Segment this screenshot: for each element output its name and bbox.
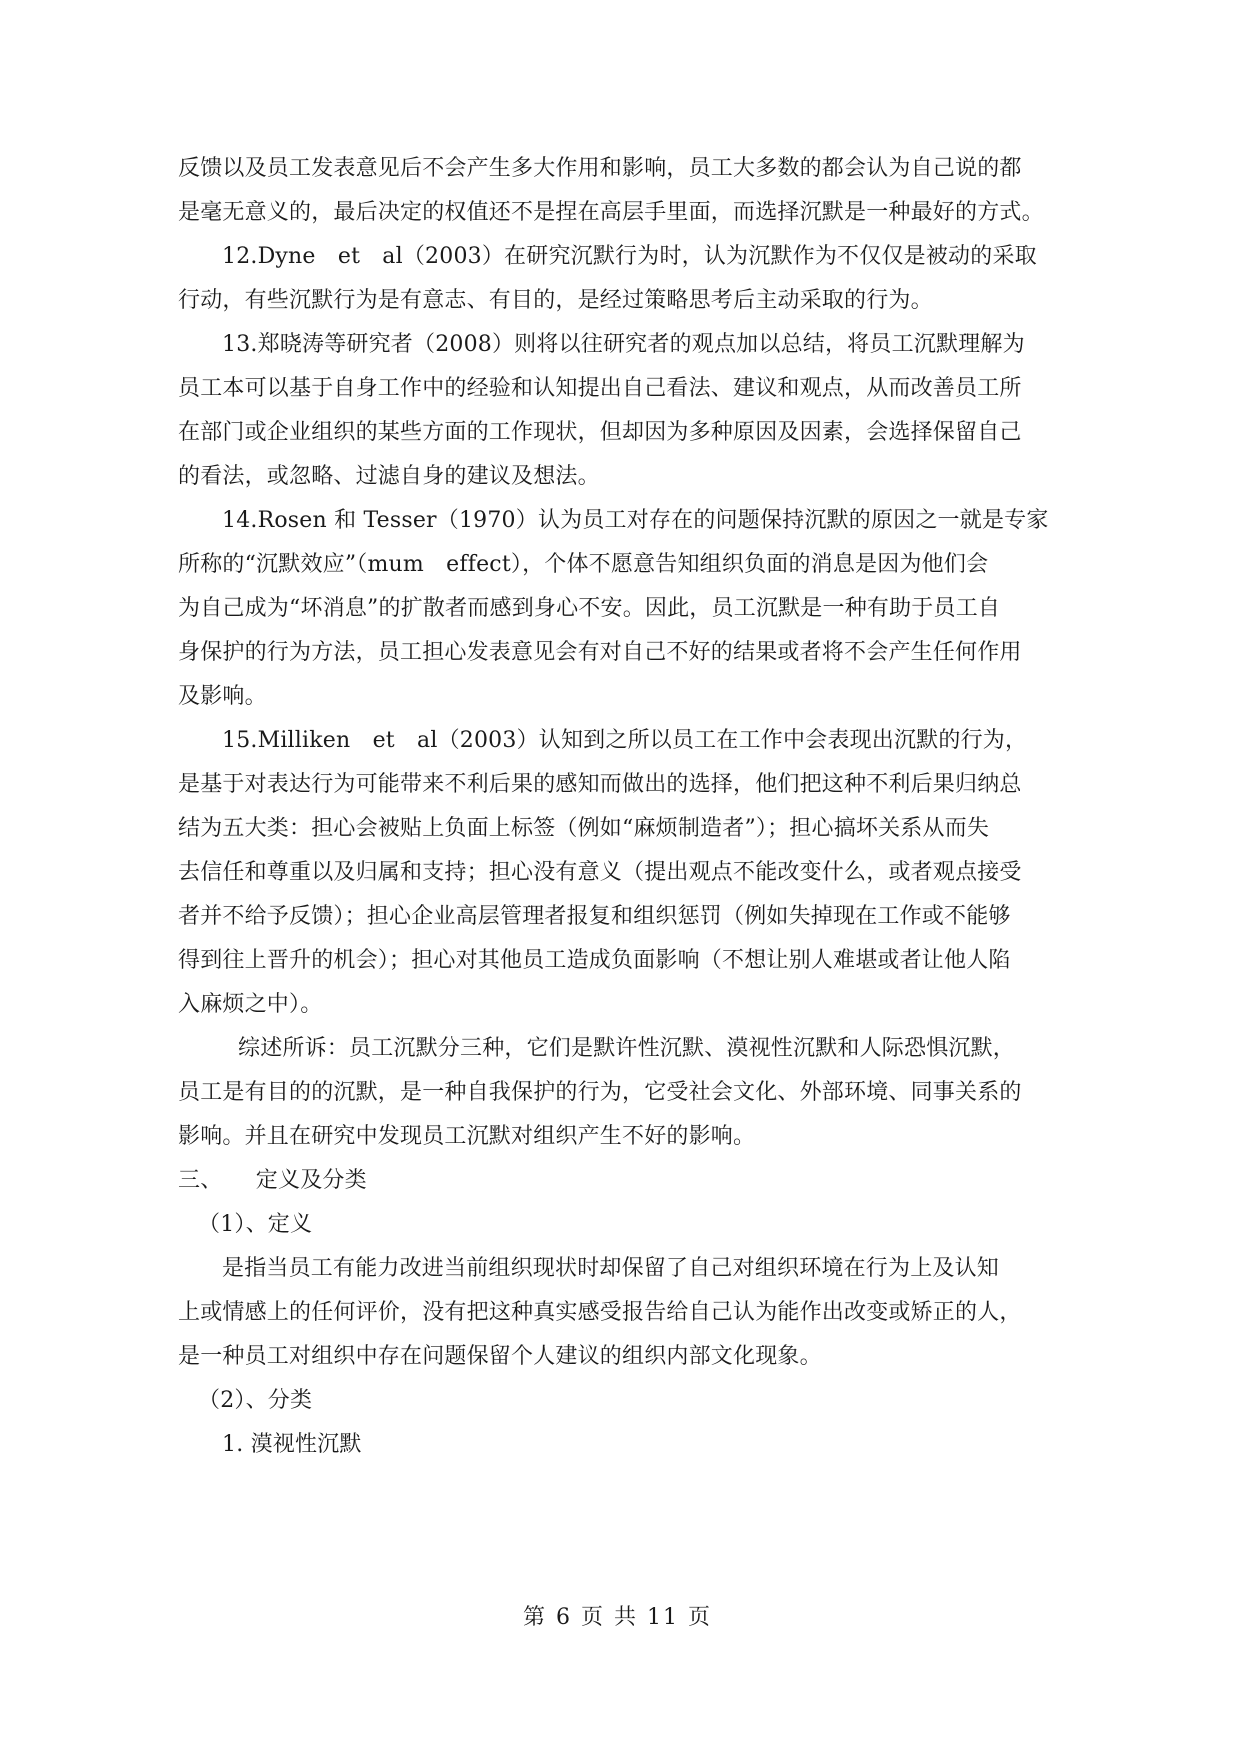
text-line: 及影响。 <box>178 684 267 709</box>
text-line: 为自己成为“坏消息”的扩散者而感到身心不安。因此，员工沉默是一种有助于员工自 <box>178 596 1001 621</box>
paragraph-item-13 <box>178 328 1108 504</box>
text-line: 入麻烦之中）。 <box>178 992 323 1017</box>
text-line: 的看法，或忽略、过滤自身的建议及想法。 <box>178 464 600 489</box>
text-line: 是一种员工对组织中存在问题保留个人建议的组织内部文化现象。 <box>178 1344 822 1369</box>
text-line: 在部门或企业组织的某些方面的工作现状，但却因为多种原因及因素，会选择保留自己 <box>178 420 1022 445</box>
text-line: 是毫无意义的，最后决定的权值还不是捏在高层手里面，而选择沉默是一种最好的方式。 <box>178 200 1044 225</box>
text-line: 上或情感上的任何评价，没有把这种真实感受报告给自己认为能作出改变或矫正的人， <box>178 1300 1022 1325</box>
text-line: 身保护的行为方法，员工担心发表意见会有对自己不好的结果或者将不会产生任何作用 <box>178 640 1022 665</box>
text-line: 13.郑晓涛等研究者（2008）则将以往研究者的观点加以总结，将员工沉默理解为 <box>222 332 1025 357</box>
text-line: 是指当员工有能力改进当前组织现状时却保留了自己对组织环境在行为上及认知 <box>222 1256 1000 1281</box>
paragraph-item-15 <box>178 724 1108 1032</box>
section-heading: 三、 定义及分类 <box>178 1168 367 1193</box>
text-line: 结为五大类：担心会被贴上负面上标签（例如“麻烦制造者”）；担心搞坏关系从而失 <box>178 816 990 841</box>
text-line: 员工本可以基于自身工作中的经验和认知提出自己看法、建议和观点，从而改善员工所 <box>178 376 1022 401</box>
text-line: 行动，有些沉默行为是有意志、有目的，是经过策略思考后主动采取的行为。 <box>178 288 933 313</box>
text-line: 者并不给予反馈）；担心企业高层管理者报复和组织惩罚（例如失掉现在工作或不能够 <box>178 904 1011 929</box>
text-line: 12.Dyne et al（2003）在研究沉默行为时，认为沉默作为不仅仅是被动的采取 <box>222 244 1037 269</box>
definition-paragraph <box>178 1252 1108 1384</box>
paragraph-item-12 <box>178 240 1108 328</box>
page-body <box>178 152 1108 1472</box>
text-line: 影响。并且在研究中发现员工沉默对组织产生不好的影响。 <box>178 1124 756 1149</box>
text-line: 反馈以及员工发表意见后不会产生多大作用和影响，员工大多数的都会认为自己说的都 <box>178 156 1022 181</box>
paragraph-continuation <box>178 152 1108 240</box>
subheading-classification: （2）、分类 <box>198 1388 313 1413</box>
text-line: 14.Rosen 和 Tesser（1970）认为员工对存在的问题保持沉默的原因之一就是专家 <box>222 508 1049 533</box>
text-line: 是基于对表达行为可能带来不利后果的感知而做出的选择，他们把这种不利后果归纳总 <box>178 772 1022 797</box>
list-item: 1. 漠视性沉默 <box>222 1432 362 1457</box>
text-line: 15.Milliken et al（2003）认知到之所以员工在工作中会表现出沉默的行为， <box>222 728 1028 753</box>
text-line: 所称的“沉默效应”（mum effect），个体不愿意告知组织负面的消息是因为他们会 <box>178 552 989 577</box>
text-line: 去信任和尊重以及归属和支持；担心没有意义（提出观点不能改变什么，或者观点接受 <box>178 860 1022 885</box>
subheading-definition: （1）、定义 <box>198 1212 313 1237</box>
text-line: 员工是有目的的沉默，是一种自我保护的行为，它受社会文化、外部环境、同事关系的 <box>178 1080 1022 1105</box>
summary-paragraph <box>178 1032 1108 1164</box>
text-line: 得到往上晋升的机会）；担心对其他员工造成负面影响（不想让别人难堪或者让他人陷 <box>178 948 1011 973</box>
text-line: 综述所诉：员工沉默分三种，它们是默许性沉默、漠视性沉默和人际恐惧沉默， <box>238 1036 1016 1061</box>
paragraph-item-14 <box>178 504 1108 724</box>
page-footer: 第 6 页 共 11 页 <box>523 1605 712 1630</box>
